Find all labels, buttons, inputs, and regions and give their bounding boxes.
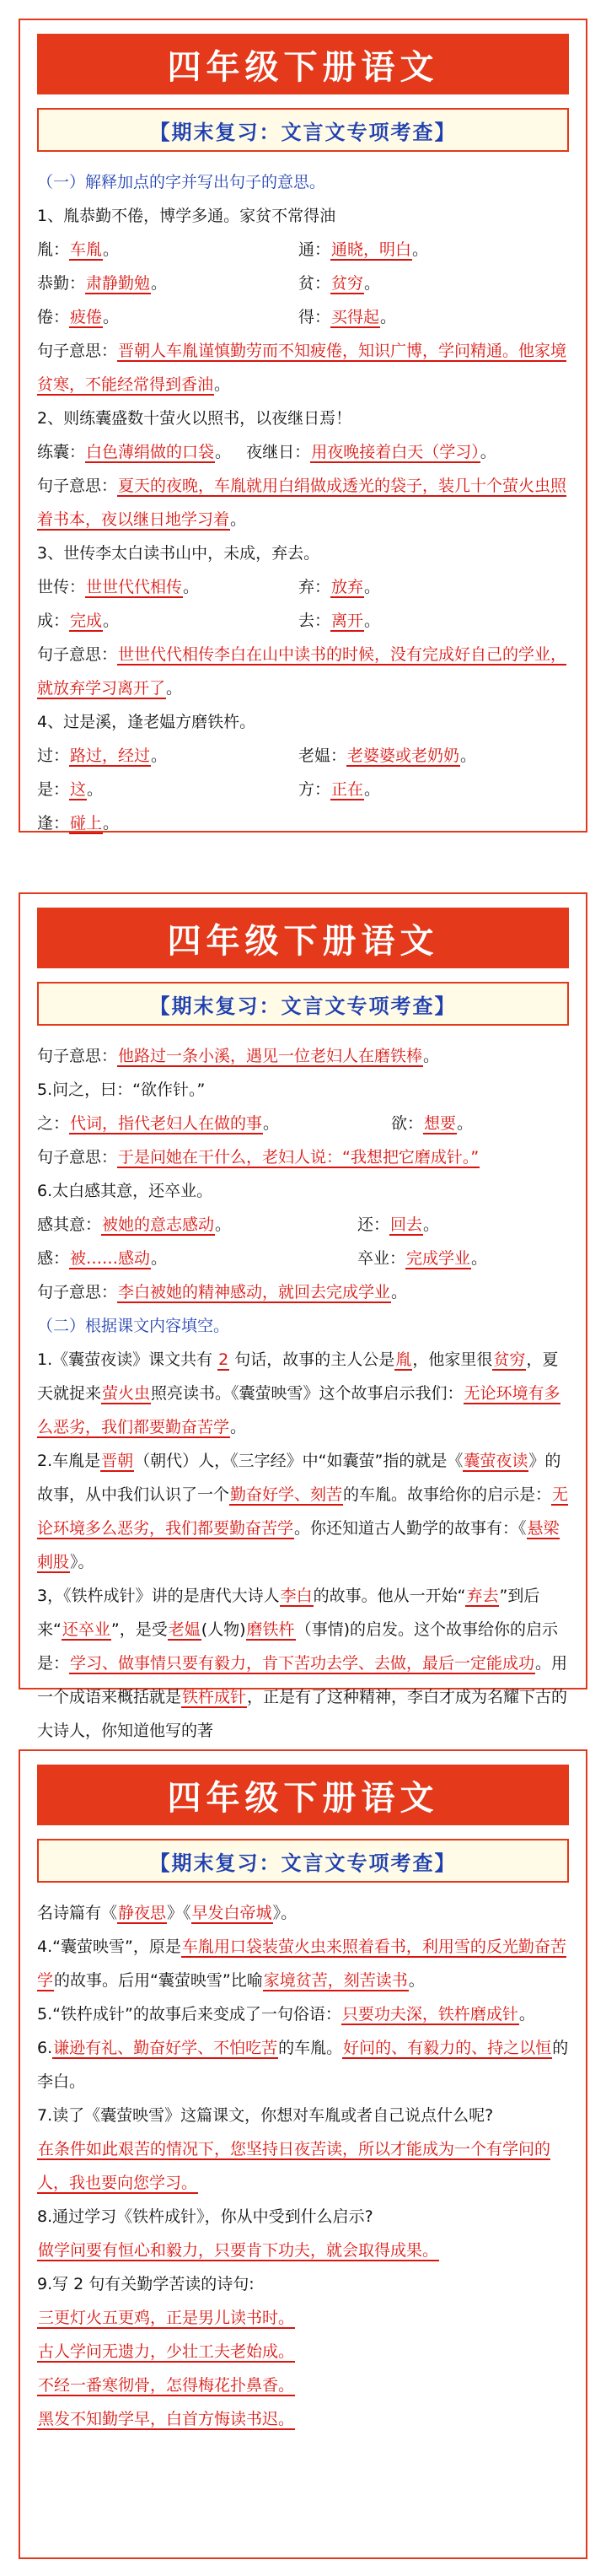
header-band xyxy=(37,34,569,94)
prompt-text: ”到后来“ xyxy=(37,1587,540,1639)
prompt-text: 4.“囊萤映雪”，原是 xyxy=(37,1937,181,1956)
prompt-text: 1.《囊萤夜读》课文共有 xyxy=(37,1350,218,1369)
prompt-text: ，他家里很 xyxy=(412,1350,493,1369)
prompt-text: ”，是受 xyxy=(110,1620,168,1639)
word-item: 成：完成。 xyxy=(37,612,120,630)
subtitle: 【期末复习：文言文专项考查】 xyxy=(149,119,457,144)
prompt-text: 。你还知道古人勤学的故事有：《 xyxy=(294,1519,527,1538)
fill-item-7-answer: 在条件如此艰苦的情况下，您坚持日夜苦读，所以才能成为一个有学问的人，我也要向您学习。 xyxy=(37,2140,551,2192)
prompt-text: ，正是有了这种精神，李白才成为名耀下古的大诗人，你知道他写的著 xyxy=(37,1688,568,1740)
answer-text: 铁杵成针 xyxy=(182,1688,247,1706)
word-item: 老媪：老婆婆或老奶奶。 xyxy=(298,746,477,765)
answer-text: 囊萤夜读 xyxy=(464,1452,528,1470)
prompt-text: （朝代）人，《三字经》中“如囊萤”指的就是《 xyxy=(134,1452,464,1470)
poem-line: 不经一番寒彻骨，怎得梅花扑鼻香。 xyxy=(38,2376,295,2395)
word-item: 之：代词，指代老妇人在做的事。 xyxy=(37,1114,280,1133)
sentence-meaning-3: 句子意思：世世代代相传李白在山中读书的时候，没有完成好自己的学业，就放弃学习离开了。 xyxy=(37,645,567,698)
prompt-text: (人物) xyxy=(201,1620,246,1639)
fill-item-4 xyxy=(37,1930,569,1997)
answer-text: 勤奋好学、刻苦 xyxy=(230,1485,343,1504)
question-6: 6.太白感其意，还卒业。 xyxy=(37,1182,213,1200)
fill-item-5 xyxy=(37,1997,569,2031)
answer-text: 晋朝 xyxy=(101,1452,134,1470)
question-2: 2、则练囊盛数十萤火以照书，以夜继日焉！ xyxy=(37,409,352,428)
prompt-text: （事情)的启发。这个故事给你的启示是： xyxy=(37,1620,558,1673)
answer-text: 好问的、有毅力的、持之以恒 xyxy=(343,2039,552,2057)
word-item: 得：买得起。 xyxy=(298,308,397,326)
answer-text: 无论环境有多么恶劣，我们都要勤奋苦学 xyxy=(37,1384,560,1436)
poem-line: 黑发不知勤学早，白首方悔读书迟。 xyxy=(38,2410,295,2428)
fill-item-2 xyxy=(37,1444,569,1579)
word-item: 恭勤：肃静勤勉。 xyxy=(37,274,168,293)
word-item: 贫：贫穷。 xyxy=(298,274,381,293)
answer-text: 静夜思 xyxy=(118,1904,167,1922)
word-item: 感其意：被她的意志感动。 xyxy=(37,1215,232,1234)
poem-line: 三更灯火五更鸡，正是男儿读书时。 xyxy=(38,2309,295,2327)
content-page-2 xyxy=(20,1026,586,1748)
prompt-text: 的车胤。 xyxy=(278,2039,343,2057)
prompt-text: 的故事。他从一开始“ xyxy=(313,1587,466,1605)
prompt-text: 3，《铁杵成针》讲的是唐代大诗人 xyxy=(37,1587,280,1605)
sentence-meaning-4: 句子意思：他路过一条小溪，遇见一位老妇人在磨铁棒。 xyxy=(37,1047,440,1065)
word-grid-3 xyxy=(37,570,569,638)
prompt-text: 5.“铁杵成针”的故事后来变成了一句俗语： xyxy=(37,2005,341,2024)
question-1: 1、胤恭勤不倦，博学多通。家贫不常得油 xyxy=(37,207,336,225)
fill-item-3-continued xyxy=(37,1896,569,1930)
sentence-meaning-1: 句子意思：晋朝人车胤谨慎勤劳而不知疲倦，知识广博，学问精通。他家境贫寒，不能经常得到香油。 xyxy=(37,342,567,394)
prompt-text: 的车胤。故事给你的启示是： xyxy=(343,1485,552,1504)
prompt-text: 》。 xyxy=(272,1904,298,1922)
content-page-1 xyxy=(20,152,586,840)
question-3: 3、世传李太白读书山中，未成，弃去。 xyxy=(37,544,320,563)
page-title: 四年级下册语文 xyxy=(167,46,439,87)
prompt-text: ，夏天就捉来 xyxy=(37,1350,559,1403)
subtitle-bar xyxy=(37,108,569,152)
answer-text: 磨铁杵 xyxy=(246,1620,295,1639)
answer-text: 弃去 xyxy=(466,1587,499,1605)
word-line-2: 练囊：白色薄绢做的口袋。 夜继日：用夜晚接着白天（学习）。 xyxy=(37,443,496,461)
word-item: 感：被……感动。 xyxy=(37,1249,168,1268)
answer-text: 贫穷 xyxy=(493,1350,526,1369)
answer-text: 车胤用口袋装萤火虫来照着看书，利用雪的反光勤奋苦学 xyxy=(37,1937,566,1990)
prompt-text: 。 xyxy=(518,2005,535,2024)
fill-item-3 xyxy=(37,1579,569,1748)
answer-text: 学习、做事情只要有毅力，肯下苦功去学、去做，最后一定能成功 xyxy=(70,1654,535,1673)
word-grid-6 xyxy=(37,1208,569,1275)
answer-text: 李白 xyxy=(280,1587,313,1605)
question-5: 5.问之，曰：“欲作针。” xyxy=(37,1081,206,1099)
subtitle-bar xyxy=(37,982,569,1026)
fill-item-6 xyxy=(37,2031,569,2099)
word-item: 还：回去。 xyxy=(357,1215,440,1234)
fill-item-9-question: 9.写 2 句有关勤学苦读的诗句: xyxy=(37,2275,255,2293)
sentence-meaning-2: 句子意思：夏天的夜晚，车胤就用白绢做成透光的袋子，装几十个萤火虫照着书本，夜以继日地学习着。 xyxy=(37,477,567,529)
word-item: 去：离开。 xyxy=(298,612,381,630)
prompt-text: 2.车胤是 xyxy=(37,1452,101,1470)
prompt-text: 名诗篇有《 xyxy=(37,1904,118,1922)
word-grid-1 xyxy=(37,233,569,334)
word-item: 欲：想要。 xyxy=(391,1114,474,1133)
word-grid-4 xyxy=(37,739,569,840)
fill-item-7-question: 7.读了《囊萤映雪》这篇课文，你想对车胤或者自己说点什么呢? xyxy=(37,2106,494,2125)
content-page-3 xyxy=(20,1883,586,2436)
prompt-text: 句话，故事的主人公是 xyxy=(229,1350,395,1369)
word-item: 逢：碰上。 xyxy=(37,814,120,833)
prompt-text: 。 xyxy=(408,1971,425,1990)
answer-text: 只要功夫深，铁杵磨成针 xyxy=(341,2005,518,2024)
prompt-text: 照亮读书。《囊萤映雪》这个故事启示我们： xyxy=(151,1384,464,1403)
answer-text: 早发白帝城 xyxy=(191,1904,272,1922)
subtitle: 【期末复习：文言文专项考查】 xyxy=(149,993,457,1018)
prompt-text: 。 xyxy=(230,1418,247,1436)
worksheet-page-2 xyxy=(19,892,587,1740)
prompt-text: 》。 xyxy=(70,1553,94,1571)
word-item: 世传：世世代代相传。 xyxy=(37,578,200,596)
answer-text: 老媪 xyxy=(168,1620,201,1639)
subtitle: 【期末复习：文言文专项考查】 xyxy=(149,1850,457,1875)
prompt-text: 。用一个成语来概括就是 xyxy=(37,1654,568,1706)
answer-text: 萤火虫 xyxy=(102,1384,151,1403)
fill-item-8-answer: 做学问要有恒心和毅力，只要肯下功夫，就会取得成果。 xyxy=(38,2241,439,2260)
worksheet-page-3 xyxy=(19,1749,587,2559)
answer-text: 家境贫苦，刻苦读书 xyxy=(263,1971,408,1990)
answer-text: 谦逊有礼、勤奋好学、不怕吃苦 xyxy=(53,2039,278,2057)
fill-item-1 xyxy=(37,1343,569,1444)
word-item: 是：这。 xyxy=(37,780,104,799)
answer-text: 还卒业 xyxy=(62,1620,110,1639)
page-title: 四年级下册语文 xyxy=(167,920,439,961)
worksheet-page-1 xyxy=(19,19,587,833)
answer-text: 胤 xyxy=(395,1350,412,1369)
fill-item-8-question: 8.通过学习《铁杵成针》，你从中受到什么启示? xyxy=(37,2207,373,2226)
prompt-text: 》《 xyxy=(167,1904,191,1922)
word-item: 胤：车胤。 xyxy=(37,240,120,259)
word-item: 过：路过，经过。 xyxy=(37,746,168,765)
word-item: 通：通晓，明白。 xyxy=(298,240,429,259)
page-title: 四年级下册语文 xyxy=(167,1777,439,1818)
header-band xyxy=(37,908,569,968)
poem-line: 古人学问无遗力，少壮工夫老始成。 xyxy=(38,2342,295,2361)
sentence-meaning-5: 句子意思：于是问她在干什么，老妇人说：“我想把它磨成针。” xyxy=(37,1148,480,1167)
sentence-meaning-6: 句子意思：李白被她的精神感动，就回去完成学业。 xyxy=(37,1283,408,1301)
answer-text: 2 xyxy=(218,1350,229,1369)
word-item: 倦：疲倦。 xyxy=(37,308,120,326)
word-grid-5 xyxy=(37,1107,569,1140)
answer-text: 无论环境多么恶劣，我们都要勤奋苦学 xyxy=(37,1485,569,1538)
answer-text: 悬梁刺股 xyxy=(37,1519,560,1571)
word-item: 弃：放弃。 xyxy=(298,578,381,596)
subtitle-bar xyxy=(37,1839,569,1883)
prompt-text: 》的故事，从中我们认识了一个 xyxy=(37,1452,561,1504)
word-item: 方：正在。 xyxy=(298,780,381,799)
word-item: 卒业：完成学业。 xyxy=(357,1249,488,1268)
section-heading-2: （二）根据课文内容填空。 xyxy=(37,1317,230,1335)
section-heading-1: （一）解释加点的字并写出句子的意思。 xyxy=(37,173,326,191)
header-band xyxy=(37,1765,569,1825)
prompt-text: 的故事。后用“囊萤映雪”比喻 xyxy=(54,1971,263,1990)
prompt-text: 6. xyxy=(37,2039,53,2057)
prompt-text: 的李白。 xyxy=(37,2039,569,2091)
question-4: 4、过是溪，逢老媪方磨铁杵。 xyxy=(37,713,256,731)
